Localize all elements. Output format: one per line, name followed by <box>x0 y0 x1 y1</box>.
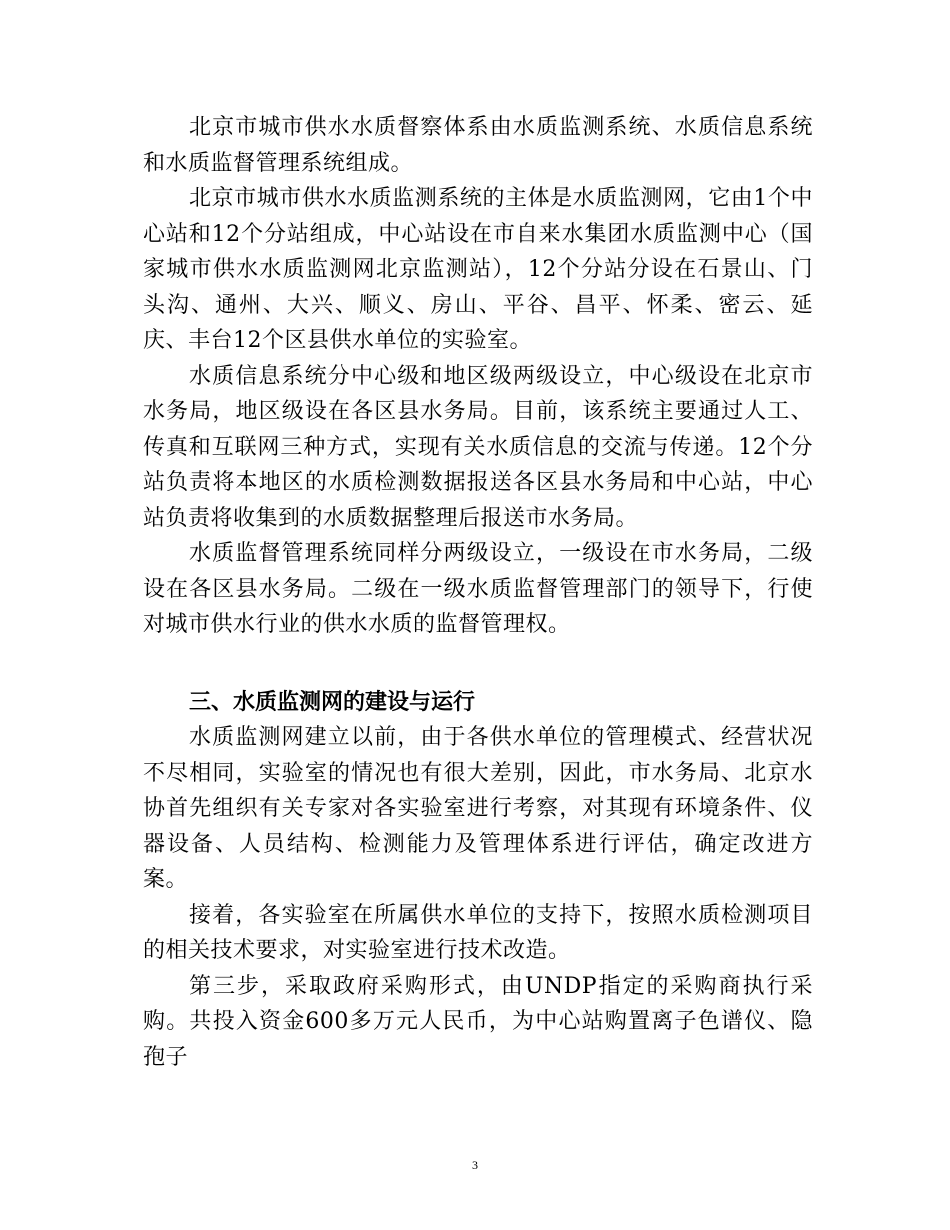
paragraph-5: 水质监测网建立以前，由于各供水单位的管理模式、经营状况不尽相同，实验室的情况也有很大差别，因此，市水务局、北京水协首先组织有关专家对各实验室进行考察，对其现有环境条件、仪器设备、人员结构、检测能力及管理体系进行评估，确定改进方案。 <box>143 725 813 892</box>
page-number: 3 <box>472 1158 478 1172</box>
section-heading: 三、水质监测网的建设与运行 <box>189 689 476 715</box>
paragraph-4: 水质监督管理系统同样分两级设立，一级设在市水务局，二级设在各区县水务局。二级在一级水质监督管理部门的领导下，行使对城市供水行业的供水水质的监督管理权。 <box>143 541 813 637</box>
paragraph-1: 北京市城市供水水质督察体系由水质监测系统、水质信息系统和水质监督管理系统组成。 <box>143 115 813 176</box>
paragraph-2: 北京市城市供水水质监测系统的主体是水质监测网，它由1个中心站和12个分站组成，中心站设在市自来水集团水质监测中心（国家城市供水水质监测网北京监测站），12个分站分设在石景山、门头沟、通州、大兴、顺义、房山、平谷、昌平、怀柔、密云、延庆、丰台12个区县供水单位的实验室。 <box>143 186 813 353</box>
document-body <box>143 110 813 1075</box>
paragraph-7: 第三步，采取政府采购形式，由UNDP指定的采购商执行采购。共投入资金600多万元人民币，为中心站购置离子色谱仪、隐孢子 <box>143 973 813 1070</box>
paragraph-6: 接着，各实验室在所属供水单位的支持下，按照水质检测项目的相关技术要求，对实验室进行技术改造。 <box>143 902 813 963</box>
paragraph-3: 水质信息系统分中心级和地区级两级设立，中心级设在北京市水务局，地区级设在各区县水务局。目前，该系统主要通过人工、传真和互联网三种方式，实现有关水质信息的交流与传递。12个分站负责将本地区的水质检测数据报送各区县水务局和中心站，中心站负责将收集到的水质数据整理后报送市水务局。 <box>143 363 813 531</box>
